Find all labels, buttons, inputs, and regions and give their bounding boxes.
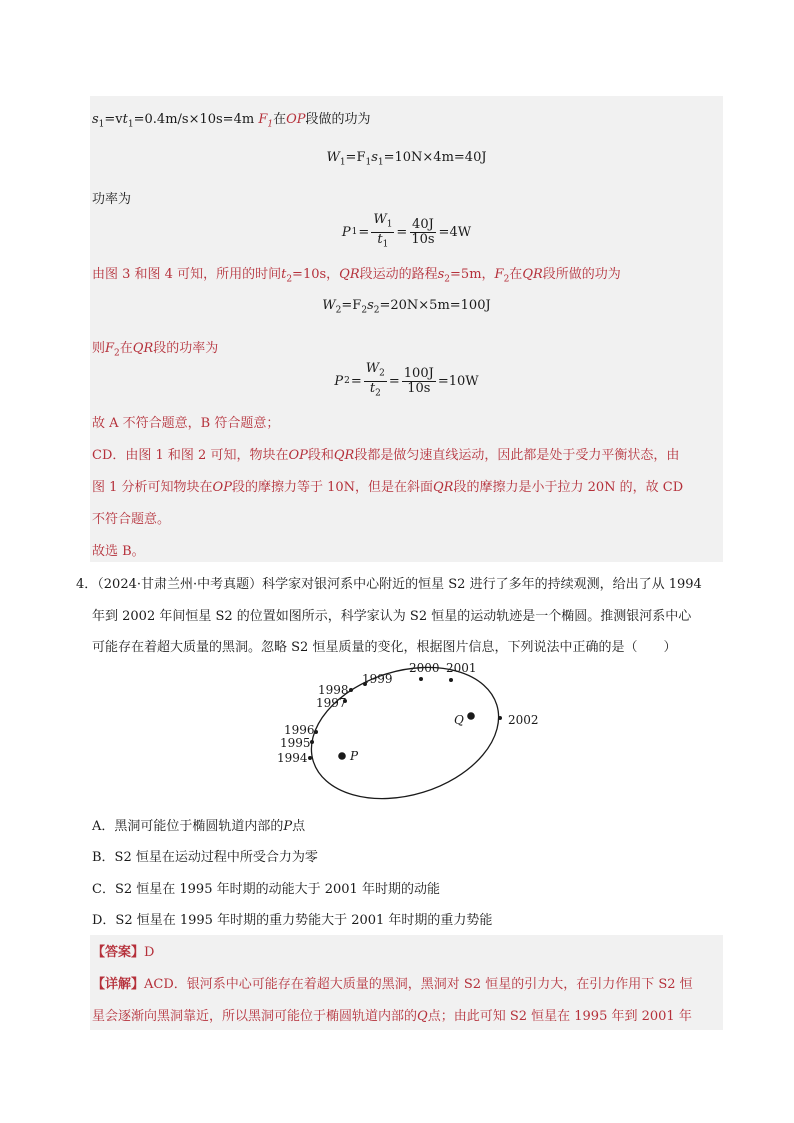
detail-label: 【详解】 [92, 977, 145, 992]
eq-text: =v [104, 112, 123, 127]
option-b: B．S2 恒星在运动过程中所受合力为零 [92, 850, 318, 865]
label-Q: Q [454, 713, 464, 727]
solution-line-red-3: 故 A 不符合题意，B 符合题意； [92, 416, 280, 431]
question-line-1: 4．（2024·甘肃兰州·中考真题）科学家对银河系中心附近的恒星 S2 进行了多年的持续观测，给出了从 1994 [76, 577, 702, 592]
detail-line-2: 星会逐渐向黑洞靠近，所以黑洞可能位于椭圆轨道内部的Q点；由此可知 S2 恒星在 1995 年到 2001 年 [92, 1009, 692, 1024]
solution-para-line-2: 图 1 分析可知物块在OP段的摩擦力等于 10N，但是在斜面QR段的摩擦力是小于拉力 20N 的，故 CD [92, 480, 684, 495]
option-a: A．黑洞可能位于椭圆轨道内部的P点 [92, 819, 306, 834]
point-1995 [310, 740, 314, 744]
power-label: 功率为 [92, 192, 132, 207]
label-2002: 2002 [508, 713, 539, 727]
point-1998 [349, 688, 353, 692]
eq-rest: =10N×4m=40J [383, 150, 487, 165]
var-P: P [341, 224, 351, 240]
answer-value: D [144, 945, 155, 960]
solution-line-red-2: 则$F_2$在QR段的功率为 [92, 341, 219, 359]
point-1996 [314, 730, 318, 734]
solution-para-line-1: CD．由图 1 和图 2 可知，物块在OP段和QR段都是做匀速直线运动，因此都是处于受力平衡状态，由 [92, 448, 680, 463]
var-W: W [326, 150, 340, 165]
solution-line-1: $s_1=vt_1=0.4m/s\times 10s=4m$ $F_1$在OP段做的功为 [92, 112, 371, 130]
text: 段做的功为 [305, 112, 371, 127]
var-s: s [371, 150, 378, 165]
question-line-2: 年到 2002 年间恒星 S2 的位置如图所示，科学家认为 S2 恒星的运动轨迹是一个椭圆。推测银河系中心 [92, 609, 692, 624]
point-2000 [419, 677, 423, 681]
eq-rest: =0.4m/s×10s=4m [133, 112, 255, 127]
option-d: D．S2 恒星在 1995 年时期的重力势能大于 2001 年时期的重力势能 [92, 913, 493, 928]
label-1995: 1995 [280, 736, 311, 750]
answer-label: 【答案】 [92, 945, 145, 960]
label-1997: 1997 [316, 696, 347, 710]
solution-final: 故选 B。 [92, 544, 145, 559]
var-t: t [122, 112, 128, 127]
fraction-w-over-t: $\frac{W_1}{t_1}$ [373, 212, 393, 250]
equation-p1: P 1 = $\frac{W_1}{t_1}$ = $\frac{40J}{10s}$ =4W [341, 212, 472, 250]
label-1999: 1999 [362, 672, 393, 686]
equation-w2: $W_2=F_2s_2=20N\times 5m=100J$ [322, 298, 491, 316]
answer-line [92, 941, 154, 960]
point-2002 [498, 716, 502, 720]
label-1996: 1996 [284, 723, 315, 737]
fraction-values: $\frac{40J}{10s}$ [411, 216, 435, 247]
label-1998: 1998 [318, 683, 349, 697]
option-c: C．S2 恒星在 1995 年时期的动能大于 2001 年时期的动能 [92, 882, 440, 897]
detail-line-1: 【详解】ACD．银河系中心可能存在着超大质量的黑洞，黑洞对 S2 恒星的引力大，在引力作用下 S2 恒 [92, 977, 693, 992]
solution-para-line-3: 不符合题意。 [92, 512, 171, 527]
equation-w1: $W_1=F_1s_1=10N\times 4m=40J$ [326, 150, 487, 168]
equation-p2: P 2 = $\frac{W_2}{t_2}$ = $\frac{100J}{10s}$ =10W [334, 361, 479, 399]
orbit-ellipse [295, 655, 515, 805]
point-Q [467, 712, 475, 720]
question-line-3: 可能存在着超大质量的黑洞。忽略 S2 恒星质量的变化，根据图片信息，下列说法中正确的是（ ） [92, 640, 677, 655]
text: 在 [273, 112, 287, 127]
eq-text: =F [345, 150, 366, 165]
var-s: s [92, 112, 99, 127]
orbit-diagram [270, 655, 540, 805]
point-P [338, 752, 346, 760]
point-1994 [308, 756, 312, 760]
label-2001: 2001 [446, 661, 477, 675]
equals: = [396, 224, 408, 240]
point-2001 [449, 678, 453, 682]
result: =4W [438, 224, 472, 240]
label-2000: 2000 [409, 661, 440, 675]
solution-line-red-1: 由图 3 和图 4 可知，所用的时间$t_2=10s$，QR段运动的路程$s_2=5m$，$F_2$在QR段所做的功为 [92, 267, 621, 285]
question-number: 4． [76, 577, 98, 592]
label-1994: 1994 [277, 751, 308, 765]
label-P: P [350, 749, 359, 763]
segment-op: OP [286, 112, 306, 127]
var-F: F [258, 112, 268, 127]
